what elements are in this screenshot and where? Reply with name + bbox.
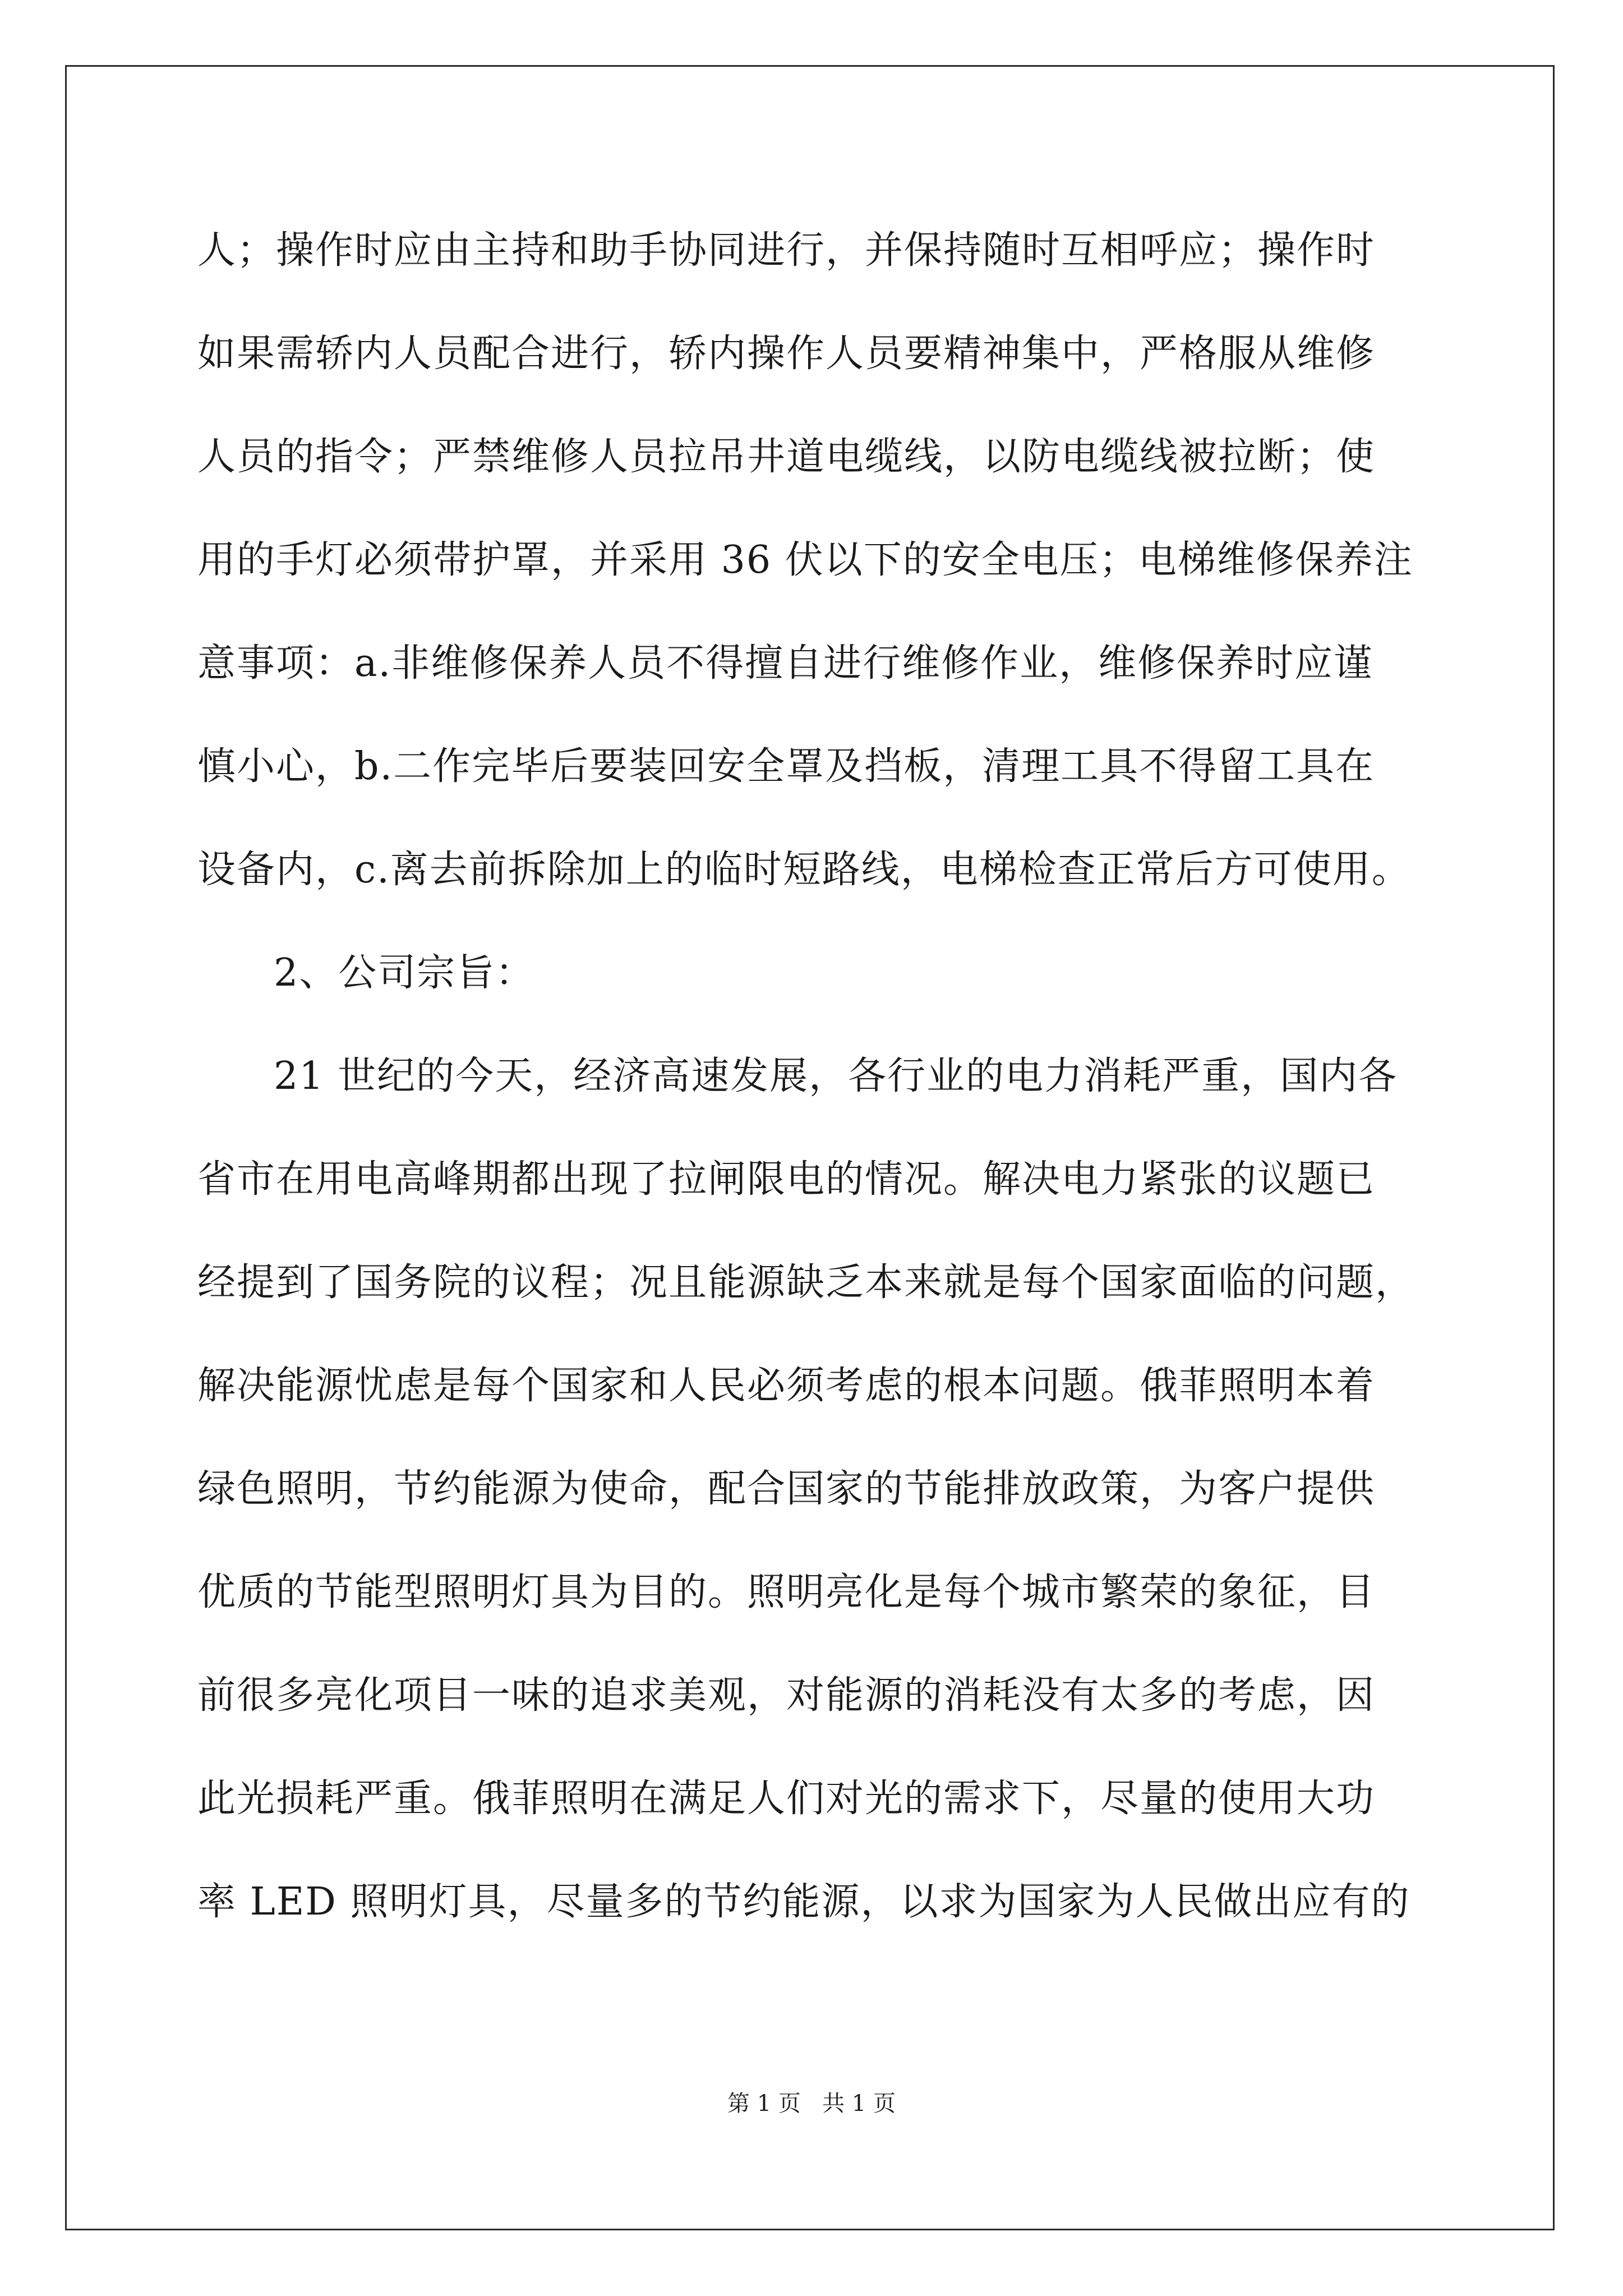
text-line: 21 世纪的今天，经济高速发展，各行业的电力消耗严重，国内各: [274, 1054, 1398, 1098]
text-line: 人；操作时应由主持和助手协同进行，并保持随时互相呼应；操作时: [197, 228, 1376, 273]
text-line: 意事项：a.非维修保养人员不得擅自进行维修作业，维修保养时应谨: [197, 641, 1373, 685]
text-line: 经提到了国务院的议程；况且能源缺乏本来就是每个国家面临的问题，: [197, 1260, 1415, 1305]
text-line: 绿色照明，节约能源为使命，配合国家的节能排放政策，为客户提供: [197, 1467, 1376, 1511]
text-line: 此光损耗严重。俄菲照明在满足人们对光的需求下，尽量的使用大功: [197, 1777, 1376, 1821]
section-heading: 2、公司宗旨：: [274, 951, 535, 995]
text-line: 设备内，c.离去前拆除加上的临时短路线，电梯检查正常后方可使用。: [197, 848, 1411, 892]
text-line: 慎小心，b.二作完毕后要装回安全罩及挡板，清理工具不得留工具在: [197, 744, 1375, 789]
text-line: 省市在用电高峰期都出现了拉闸限电的情况。解决电力紧张的议题已: [197, 1157, 1376, 1202]
document-body: [197, 199, 1448, 1954]
text-line: 前很多亮化项目一味的追求美观，对能源的消耗没有太多的考虑，因: [197, 1673, 1376, 1718]
text-line: 率 LED 照明灯具，尽量多的节约能源，以求为国家为人民做出应有的: [197, 1880, 1410, 1924]
text-line: 用的手灯必须带护罩，并采用 36 伏以下的安全电压；电梯维修保养注: [197, 538, 1413, 582]
text-line: 如果需轿内人员配合进行，轿内操作人员要精神集中，严格服从维修: [197, 332, 1376, 376]
text-line: 解决能源忧虑是每个国家和人民必须考虑的根本问题。俄菲照明本着: [197, 1364, 1376, 1408]
text-line: 优质的节能型照明灯具为目的。照明亮化是每个城市繁荣的象征，目: [197, 1570, 1376, 1614]
text-line: 人员的指令；严禁维修人员拉吊井道电缆线，以防电缆线被拉断；使: [197, 435, 1376, 479]
page-number-footer: 第 1 页 共 1 页: [727, 2091, 896, 2116]
